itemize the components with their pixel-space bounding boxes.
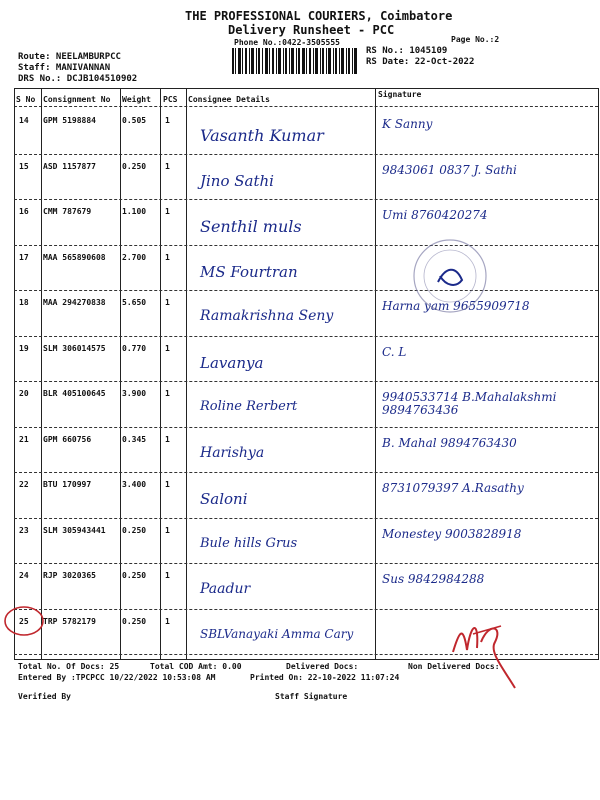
row-pcs: 1 [165,252,170,262]
col-header-weight: Weight [122,95,151,104]
table-row [14,563,598,609]
table-row [14,336,598,382]
row-sno: 22 [19,480,29,489]
table-top-rule [14,88,598,89]
row-weight: 0.505 [122,116,147,125]
column-divider [598,88,599,660]
barcode [232,48,358,74]
rs-number: RS No.: 1045109 [366,46,448,56]
row-pcs: 1 [165,116,170,125]
row-sno: 15 [19,161,29,171]
delivered-docs: Delivered Docs: [286,662,359,671]
row-consignment-no: TRP 5782179 [43,616,96,626]
row-consignee-handwritten: SBLVanayaki Amma Cary [200,626,354,641]
non-delivered-docs: Non Delivered Docs: [408,662,500,671]
printed-on: Printed On: 22-10-2022 11:07:24 [250,673,400,682]
staff: Staff: MANIVANNAN [18,63,111,73]
total-docs: Total No. Of Docs: 25 [18,662,120,671]
row-sno: 24 [19,571,29,580]
row-pcs: 1 [165,298,170,307]
row-weight: 0.770 [122,343,147,353]
row-sno: 18 [19,298,29,307]
row-pcs: 1 [165,389,170,398]
row-weight: 3.400 [122,480,147,489]
row-weight: 0.345 [122,434,147,444]
row-consignee-handwritten: Vasanth Kumar [200,126,324,145]
col-header-signature: Signature [378,90,422,99]
row-weight: 0.250 [122,571,147,580]
row-weight: 2.700 [122,252,147,262]
row-pcs: 1 [165,480,170,489]
col-header-consignment: Consignment No [43,95,111,104]
row-signature-handwritten: Sus 9842984288 [382,572,485,586]
verified-by: Verified By [18,692,71,701]
row-pcs: 1 [165,343,170,353]
table-row [14,245,598,291]
row-consignment-no: MAA 565890608 [43,252,106,262]
row-consignment-no: GPM 5198884 [43,116,96,125]
phone-number: Phone No.:0422-3505555 [234,38,340,47]
route: Route: NEELAMBURPCC [18,52,121,62]
total-cod: Total COD Amt: 0.00 [150,662,242,671]
row-pcs: 1 [165,616,170,626]
row-consignment-no: CMM 787679 [43,207,92,216]
stamp-seal [410,236,490,316]
row-pcs: 1 [165,434,170,444]
row-sno: 21 [19,434,29,444]
row-consignment-no: GPM 660756 [43,434,92,444]
row-consignment-no: BTU 170997 [43,480,92,489]
row-consignment-no: SLM 306014575 [43,343,106,353]
row-consignment-no: ASD 1157877 [43,161,96,171]
row-sno: 14 [19,116,29,125]
row-signature-handwritten: C. L [382,344,407,359]
row-sno: 16 [19,207,29,216]
row-weight: 1.100 [122,207,147,216]
row-signature-handwritten: 8731079397 A.Rasathy [382,481,524,495]
row-signature-handwritten: Umi 8760420274 [382,208,488,222]
row-consignment-no: SLM 305943441 [43,525,106,535]
row-consignee-handwritten: Senthil muls [200,217,302,236]
row-sno: 20 [19,389,29,398]
row-weight: 0.250 [122,161,147,171]
col-header-pcs: PCS [163,95,178,104]
rs-date: RS Date: 22-Oct-2022 [366,57,475,67]
row-consignee-handwritten: MS Fourtran [200,262,298,281]
table-header-rule [14,106,598,107]
page-number: Page No.:2 [451,35,500,44]
company-title: THE PROFESSIONAL COURIERS, Coimbatore [185,9,453,23]
row-sno: 17 [19,252,29,262]
row-consignee-handwritten: Bule hills Grus [200,535,298,551]
row-pcs: 1 [165,161,170,171]
row-consignment-no: BLR 405100645 [43,389,106,398]
row-consignee-handwritten: Lavanya [200,353,264,372]
row-consignee-handwritten: Paadur [200,581,251,597]
row-sno: 25 [19,616,29,626]
drs-number: DRS No.: DCJB104510902 [18,74,138,84]
entered-by: Entered By :TPCPCC 10/22/2022 10:53:08 AM [18,673,216,682]
col-header-consignee: Consignee Details [188,95,270,104]
row-signature-handwritten: 9940533714 B.Mahalakshmi 9894763436 [382,390,557,417]
staff-signature-label: Staff Signature [275,692,348,701]
col-header-sno: S No [16,95,36,104]
row-weight: 0.250 [122,616,147,626]
document-title: Delivery Runsheet - PCC [228,23,395,37]
row-consignee-handwritten: Jino Sathi [200,171,274,190]
row-weight: 3.900 [122,389,147,398]
row-consignee-handwritten: Ramakrishna Seny [200,308,334,324]
row-signature-handwritten: 9843061 0837 J. Sathi [382,162,517,177]
row-sno: 23 [19,525,29,535]
pen-circle-mark [2,604,48,638]
row-consignee-handwritten: Saloni [200,490,248,508]
red-pen-signature [445,612,535,692]
row-weight: 0.250 [122,525,147,535]
row-weight: 5.650 [122,298,147,307]
row-signature-handwritten: Monestey 9003828918 [382,526,522,541]
row-consignee-handwritten: Roline Rerbert [200,399,298,414]
table-row [14,199,598,245]
row-signature-handwritten: K Sanny [382,117,433,131]
row-consignment-no: MAA 294270838 [43,298,106,307]
row-sno: 19 [19,343,29,353]
row-pcs: 1 [165,525,170,535]
row-consignee-handwritten: Harishya [200,444,265,461]
row-signature-handwritten: B. Mahal 9894763430 [382,435,517,450]
row-signature-handwritten: Harna yam 9655909718 [382,299,530,313]
row-consignment-no: RJP 3020365 [43,571,96,580]
row-pcs: 1 [165,571,170,580]
row-pcs: 1 [165,207,170,216]
